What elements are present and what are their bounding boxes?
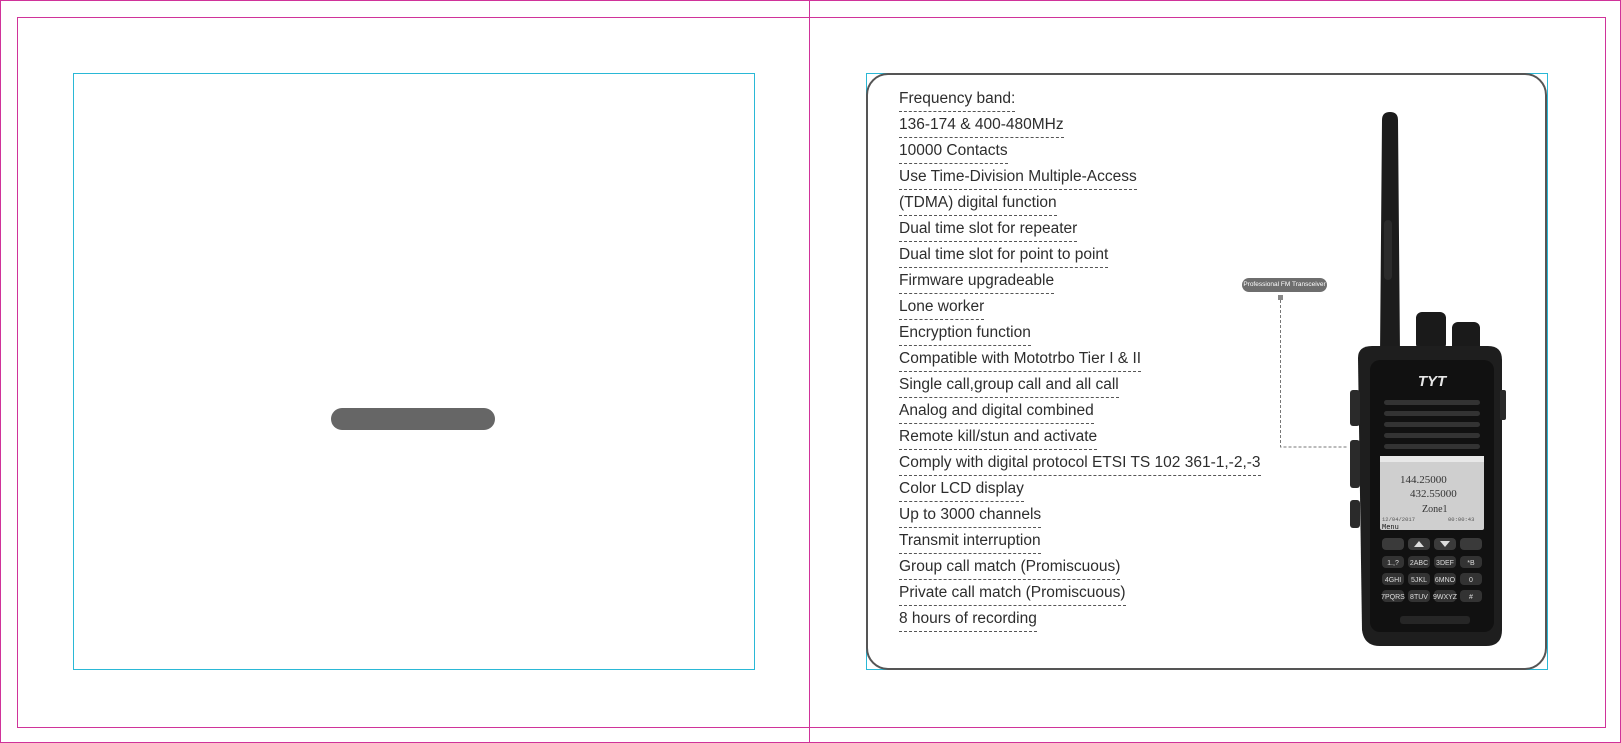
feature-item: Encryption function: [899, 322, 1261, 348]
feature-item: Up to 3000 channels: [899, 504, 1261, 530]
key-3: 3DEF: [1436, 560, 1454, 567]
left-page-bleed-box: [73, 73, 755, 670]
lcd-date: 12/04/2017: [1382, 516, 1416, 523]
key-2: 2ABC: [1409, 560, 1429, 567]
center-fold-line: [809, 0, 810, 743]
radio-brand: TYT: [1417, 373, 1447, 390]
feature-item: Analog and digital combined: [899, 400, 1261, 426]
lcd-zone: Zone1: [1422, 504, 1448, 515]
feature-item: (TDMA) digital function: [899, 192, 1261, 218]
feature-item: Lone worker: [899, 296, 1261, 322]
key-8: 8TUV: [1410, 594, 1428, 601]
feature-item: 10000 Contacts: [899, 140, 1261, 166]
key-7: 7PQRS: [1381, 594, 1405, 601]
feature-item: Frequency band:: [899, 88, 1261, 114]
key-9: 9WXYZ: [1432, 594, 1458, 601]
key-5: 5JKL: [1411, 577, 1427, 584]
lcd-frequency-1: 144.25000: [1400, 474, 1447, 486]
tag-leader-line: [1270, 292, 1350, 452]
key-4: 4GHI: [1384, 577, 1402, 584]
feature-item: Compatible with Mototrbo Tier I & II: [899, 348, 1261, 374]
key-1: 1.,?: [1387, 560, 1399, 567]
lcd-softkey: Menu: [1382, 524, 1399, 532]
feature-item: Use Time-Division Multiple-Access: [899, 166, 1261, 192]
key-0: 0: [1469, 577, 1473, 584]
feature-item: 136-174 & 400-480MHz: [899, 114, 1261, 140]
feature-item: Dual time slot for repeater: [899, 218, 1261, 244]
key-hash: #: [1469, 594, 1473, 601]
feature-item: Comply with digital protocol ETSI TS 102 361-1,-2,-3: [899, 452, 1261, 478]
feature-item: Group call match (Promiscuous): [899, 556, 1261, 582]
feature-item: 8 hours of recording: [899, 608, 1261, 634]
feature-item: Color LCD display: [899, 478, 1261, 504]
feature-item: Private call match (Promiscuous): [899, 582, 1261, 608]
lcd-frequency-2: 432.55000: [1410, 488, 1457, 500]
key-6: 6MNO: [1434, 577, 1456, 584]
feature-item: Single call,group call and all call: [899, 374, 1261, 400]
feature-list: [899, 88, 1261, 634]
feature-item: Remote kill/stun and activate: [899, 426, 1261, 452]
lcd-time: 00:00:43: [1448, 516, 1475, 523]
radio-illustration: [1340, 110, 1510, 650]
feature-item: Dual time slot for point to point: [899, 244, 1261, 270]
key-star: *B: [1467, 560, 1475, 567]
placeholder-bar: [331, 408, 495, 430]
feature-item: Transmit interruption: [899, 530, 1261, 556]
feature-item: Firmware upgradeable: [899, 270, 1261, 296]
product-tag: Professional FM Transceiver: [1242, 278, 1327, 292]
